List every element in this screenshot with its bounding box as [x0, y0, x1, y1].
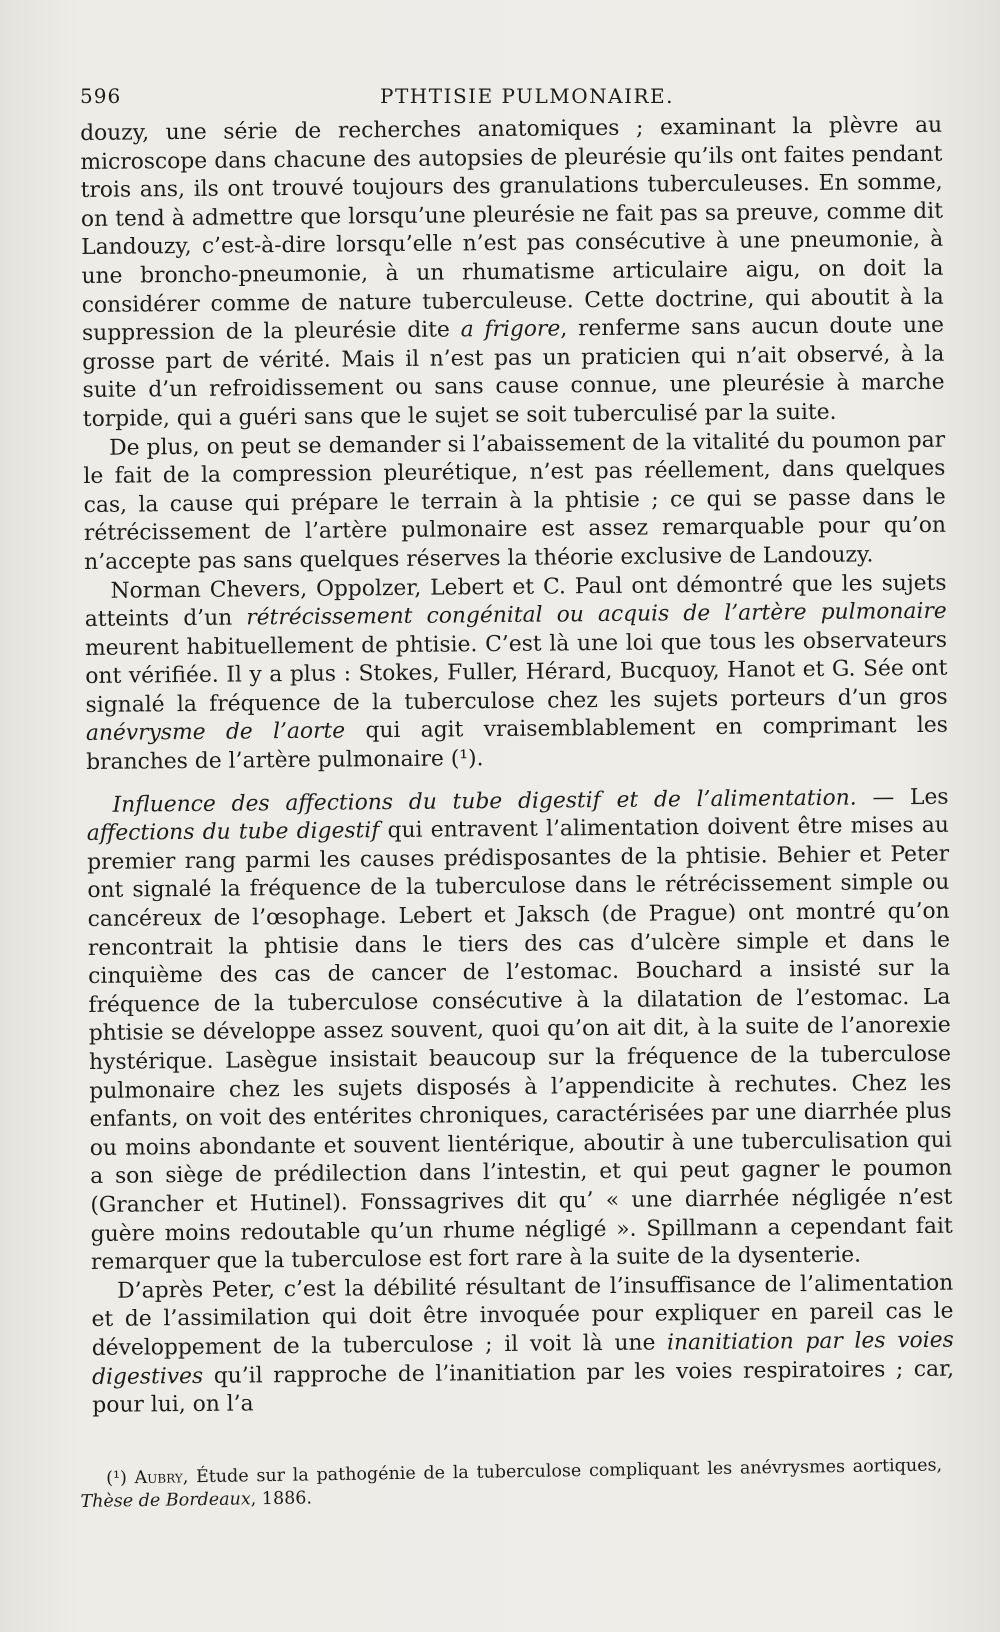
text-run: , 1886.	[250, 1488, 313, 1510]
text-run: , Étude sur la pathogénie de la tuberculose compliquant les anévrysmes aortiques,	[182, 1455, 943, 1488]
text-run: douzy, une série de recherches anatomiques ; examinant la plèvre au microscope dans chacune des autopsies de pleurésie qu’ils ont faites pendant trois ans, ils ont trouvé toujours des granulations tuberculeuses. En somme, on tend à admettre que lorsqu’une pleurésie ne fait pas sa preuve, comme dit Landouzy, c’est-à-dire lorsqu’elle n’est pas consécutive à une pneumonie, à une broncho-pneumonie, à un rhumatisme articulaire aigu, on doit la considérer comme de nature tuberculeuse. Cette doctrine, qui aboutit à la suppression de la pleurésie dite	[80, 112, 944, 347]
text-run: D’après Peter, c’est la débilité résultant de l’insuffisance de l’alimentation et de l’assimilation qui doit être invoquée pour expliquer en pareil cas le développement de la tuberculose ; il voit là une	[91, 1270, 954, 1361]
italic-run: Thèse de Bordeaux	[80, 1489, 251, 1512]
italic-run: rétrécissement congénital ou acquis de l’artère pulmonaire	[246, 598, 947, 631]
body-text	[80, 112, 954, 1421]
paragraph-digestive-influence	[86, 783, 953, 1277]
italic-run: a frigore	[460, 316, 561, 343]
footnote-marker: (¹)	[106, 1468, 127, 1489]
paragraph-pleurisy	[80, 112, 945, 435]
text-run: Norman Chevers, Oppolzer, Lebert et C. Paul ont démontré que les sujets atteints d’un	[84, 570, 947, 633]
italic-run: affections du tube digestif	[86, 818, 380, 847]
text-run: , renferme sans aucun doute une grosse part de vérité. Mais il n’est pas un praticien qui n’ait observé, à la suite d’un refroidissement ou sans cause connue, une pleurésie à marche torpide, qui a guéri sans que le sujet se soit tuberculisé par la suite.	[82, 312, 945, 432]
italic-run: anévrysme de l’aorte	[85, 718, 346, 747]
paragraph-compression	[83, 426, 946, 577]
text-run: De plus, on peut se demander si l’abaissement de la vitalité du poumon par le fait de la compression pleurétique, n’est pas réellement, dans quelques cas, la cause qui prépare le terrain à la phtisie ; ce qui se passe dans le rétrécissement de l’artère pulmonaire est assez remarquable pour qu’on n’accepte pas sans quelques réserves la théorie exclusive de Landouzy.	[83, 427, 947, 575]
running-title: PTHTISIE PULMONAIRE.	[380, 84, 675, 108]
text-run: qui entravent l’alimentation doivent être mises au premier rang parmi les causes prédisposantes de la phtisie. Behier et Peter ont signalé la fréquence de la tuberculose dans le rétrécissement simple ou cancéreux de l’œsophage. Lebert et Jaksch (de Prague) ont montré qu’on rencontrait la phtisie dans le tiers des cas d’ulcère simple et dans le cinquième des cas de cancer de l’estomac. Bouchard a insisté sur la fréquence de la tuberculose consécutive à la dilatation de l’estomac. La phtisie se développe assez souvent, quoi qu’on ait dit, à la suite de l’anorexie hystérique. Lasègue insistait beaucoup sur la fréquence de la tuberculose pulmonaire chez les sujets disposés à l’appendicite à rechutes. Chez les enfants, on voit des entérites chroniques, caractérisées par une diarrhée plus ou moins abondante et souvent lientérique, aboutir à une tuberculisation qui a son siège de prédilection dans l’intestin, et qui peut gagner le poumon (Grancher et Hutinel). Fonssagrives dit qu’ « une diarrhée négligée n’est guère moins redoutable qu’un rhume négligé ». Spillmann a cependant fait remarquer que la tuberculose est fort rare à la suite de la dysenterie.	[87, 812, 953, 1276]
paragraph-pulmonary-artery	[84, 569, 948, 777]
page-header	[80, 84, 940, 112]
footnote	[80, 1454, 943, 1514]
text-run: — Les	[856, 784, 949, 811]
paragraph-peter	[91, 1269, 954, 1420]
italic-run: inanitiation par les voies digestives	[91, 1327, 954, 1390]
page-number: 596	[80, 84, 122, 108]
section-heading-italic: Influence des affections du tube digestif et de l’alimentation.	[112, 785, 857, 818]
text-run: qu’il rapproche de l’inanitiation par les voies respiratoires ; car, pour lui, on l’a	[92, 1356, 955, 1419]
text-run: qui agit vraisemblablement en comprimant les branches de l’artère pulmonaire (¹).	[86, 713, 948, 776]
text-run: meurent habituellement de phtisie. C’est là une loi que tous les observateurs ont vérifiée. Il y a plus : Stokes, Fuller, Hérard, Bucquoy, Hanot et G. Sée ont signalé la fréquence de la tuberculose chez les sujets porteurs d’un gros	[84, 627, 948, 718]
footnote-author: Aubry	[134, 1467, 183, 1489]
